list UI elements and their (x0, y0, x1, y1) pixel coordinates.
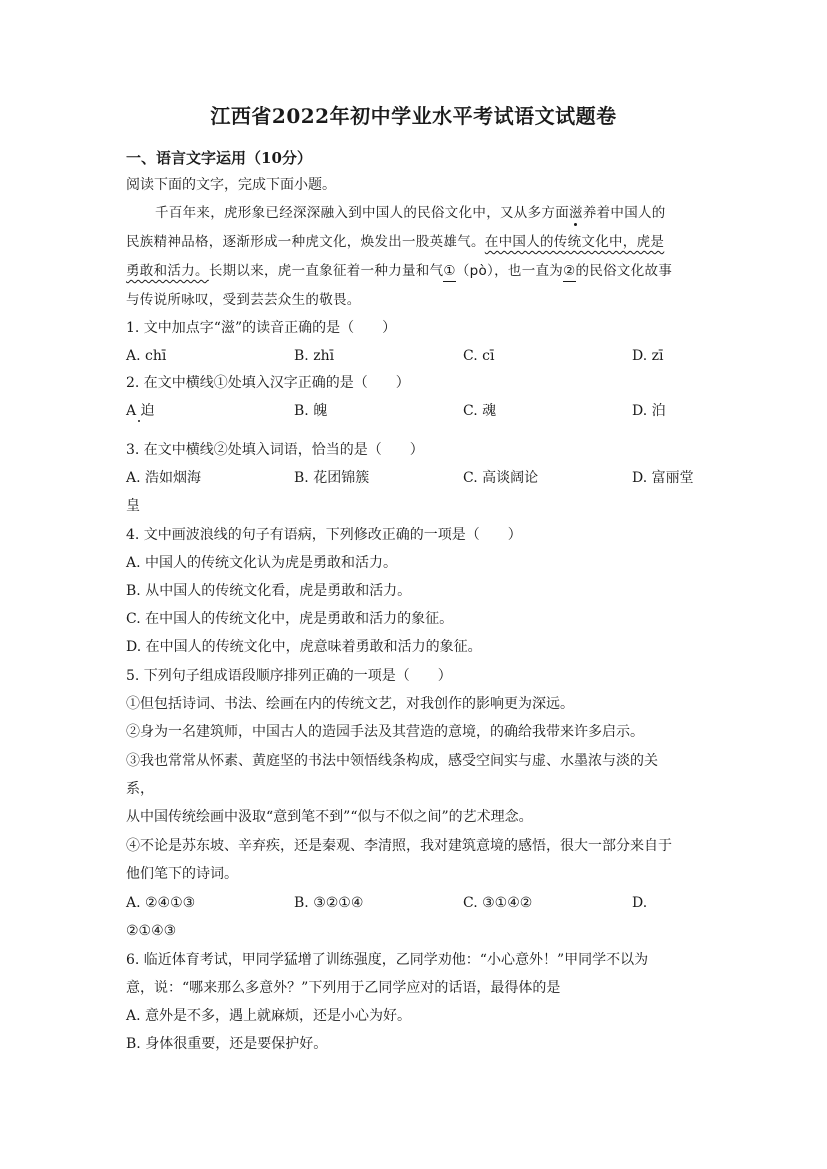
passage-text: （pò），也一直为 (455, 263, 564, 279)
q3-option-a: A. 浩如烟海 (126, 470, 202, 486)
blank-2: ② (563, 261, 575, 282)
wavy-underlined-sentence: 勇敢和活力。 (126, 263, 209, 279)
q1-option-b: B. zhī (294, 348, 335, 364)
stray-dot (138, 420, 140, 422)
q4-option-b: B. 从中国人的传统文化看，虎是勇敢和活力。 (126, 583, 412, 599)
question-1-stem: 1. 文中加点字“滋”的读音正确的是（ ） (126, 320, 397, 336)
passage-text: 民族精神品格，逐渐形成一种虎文化，焕发出一股英雄气。 (126, 234, 485, 250)
q5-sentence-2: ②身为一名建筑师，中国古人的造园手法及其营造的意境，的确给我带来许多启示。 (126, 724, 644, 740)
exam-title: 江西省2022年初中学业水平考试语文试题卷 (210, 104, 617, 128)
wavy-underlined-sentence: 在中国人的传统文化中，虎是 (484, 234, 665, 250)
passage-line-2 (126, 232, 664, 252)
q5-sentence-4-wrap: 他们笔下的诗词。 (126, 866, 238, 882)
q5-sentence-3-cont: 从中国传统绘画中汲取“意到笔不到”“似与不似之间”的艺术理念。 (126, 809, 533, 825)
q3-option-c: C. 高谈阔论 (463, 470, 539, 486)
q5-option-c: C. ③①④② (463, 895, 533, 911)
q5-sentence-3: ③我也常常从怀素、黄庭坚的书法中领悟线条构成，感受空间实与虚、水墨浓与淡的关 (126, 753, 658, 769)
dotted-character: 滋 (569, 205, 583, 221)
q5-sentence-3-wrap: 系， (126, 781, 154, 797)
passage-text: 千百年来，虎形象已经深深融入到中国人的民俗文化中，又从多方面 (155, 205, 569, 221)
q6-option-b: B. 身体很重要，还是要保护好。 (126, 1036, 328, 1052)
q1-option-a: A. chī (126, 348, 167, 364)
passage-text: 的民俗文化故事 (575, 263, 673, 279)
passage-line-3 (126, 261, 672, 282)
passage-text: 长期以来，虎一直象征着一种力量和气 (208, 263, 444, 279)
q5-option-b: B. ③②①④ (294, 895, 364, 911)
q5-sentence-1: ①但包括诗词、书法、绘画在内的传统文艺，对我创作的影响更为深远。 (126, 696, 574, 712)
q4-option-c: C. 在中国人的传统文化中，虎是勇敢和活力的象征。 (126, 611, 454, 627)
blank-1: ① (443, 261, 455, 282)
q1-option-d: D. zī (632, 348, 664, 364)
question-6-stem-line-1: 6. 临近体育考试，甲同学猛增了训练强度，乙同学劝他：“小心意外！”甲同学不以为 (126, 952, 649, 968)
q3-option-b: B. 花团锦簇 (294, 470, 370, 486)
q4-option-a: A. 中国人的传统文化认为虎是勇敢和活力。 (126, 555, 398, 571)
q5-option-a: A. ②④①③ (126, 895, 196, 911)
q2-option-c: C. 魂 (463, 403, 497, 419)
question-6-stem-line-2: 意，说：“哪来那么多意外？”下列用于乙同学应对的话语，最得体的是 (126, 980, 561, 996)
question-4-stem: 4. 文中画波浪线的句子有语病，下列修改正确的一项是（ ） (126, 527, 522, 543)
q5-option-d-wrap: ②①④③ (126, 923, 177, 939)
passage-line-4: 与传说所咏叹，受到芸芸众生的敬畏。 (126, 292, 361, 308)
question-5-stem: 5. 下列句子组成语段顺序排列正确的一项是（ ） (126, 668, 452, 684)
section-heading: 一、语言文字运用（10分） (126, 149, 312, 167)
q5-option-d: D. (632, 895, 648, 911)
q4-option-d: D. 在中国人的传统文化中，虎意味着勇敢和活力的象征。 (126, 639, 482, 655)
reading-instruction: 阅读下面的文字，完成下面小题。 (126, 177, 336, 193)
q3-option-d-wrap: 皇 (126, 498, 140, 514)
question-2-stem: 2. 在文中横线①处填入汉字正确的是（ ） (126, 375, 410, 391)
q1-option-c: C. cī (463, 348, 495, 364)
q2-option-d: D. 泊 (632, 403, 666, 419)
passage-line-1 (155, 203, 666, 223)
question-3-stem: 3. 在文中横线②处填入词语，恰当的是（ ） (126, 442, 424, 458)
q3-option-d: D. 富丽堂 (632, 470, 694, 486)
q2-option-b: B. 魄 (294, 403, 328, 419)
q2-option-a: A 迫 (126, 403, 155, 419)
q6-option-a: A. 意外是不多，遇上就麻烦，还是小心为好。 (126, 1008, 412, 1024)
q5-sentence-4: ④不论是苏东坡、辛弃疾，还是秦观、李清照，我对建筑意境的感悟，很大一部分来自于 (126, 838, 672, 854)
passage-text: 养着中国人的 (582, 205, 666, 221)
